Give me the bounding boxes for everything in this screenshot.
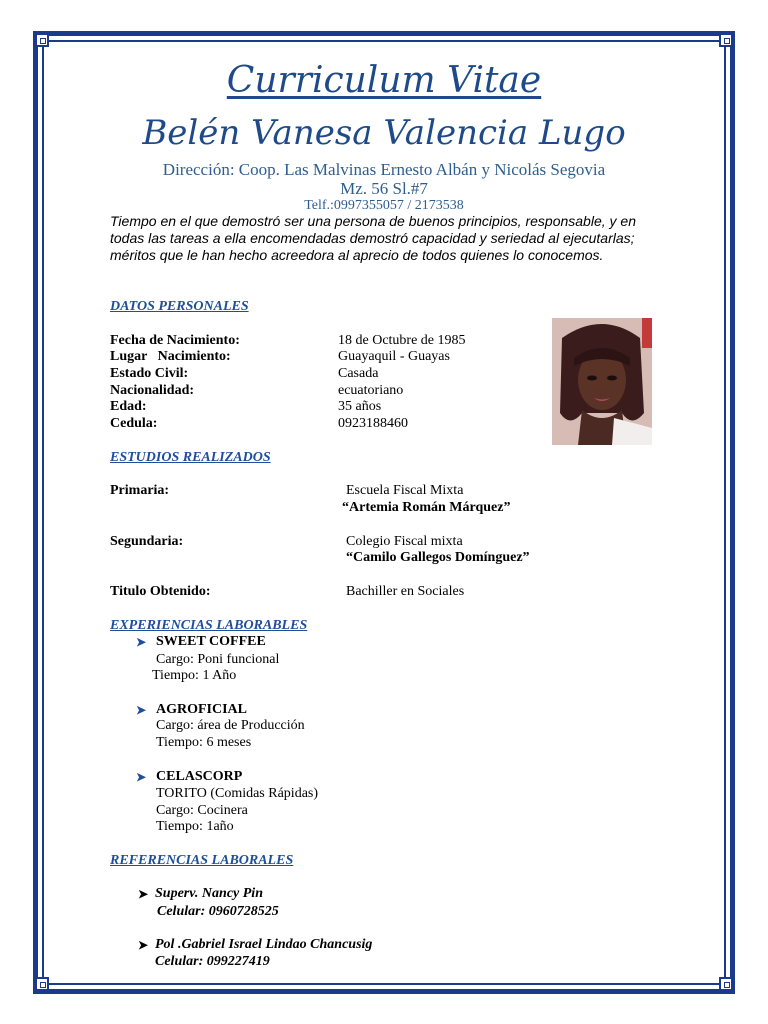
border-corner-bottom-left [35,977,49,991]
reference-phone: Celular: 099227419 [155,954,270,969]
job-detail: Cargo: área de Producción [156,718,305,733]
personal-value-civil-status: Casada [338,366,379,381]
studies-primary-name: “Artemia Román Márquez” [342,500,511,515]
job-company: SWEET COFFEE [156,634,266,649]
personal-label-civil-status: Estado Civil: [110,366,189,381]
arrowhead-bullet-icon: ➤ [136,635,147,649]
studies-title-value: Bachiller en Sociales [346,584,465,599]
section-heading-personal: DATOS PERSONALES [110,299,249,314]
section-heading-experience: EXPERIENCIAS LABORABLES [110,618,308,633]
job-company: CELASCORP [156,769,243,784]
arrowhead-bullet-icon: ➤ [136,703,147,717]
personal-label-id: Cedula: [110,416,158,431]
reference-name: Pol .Gabriel Israel Lindao Chancusig [155,937,373,952]
personal-value-birthdate: 18 de Octubre de 1985 [338,333,466,348]
job-detail: Cargo: Poni funcional [156,652,280,667]
studies-secondary-name: “Camilo Gallegos Domínguez” [346,550,530,565]
personal-label-birthplace: Lugar Nacimiento: [110,349,231,364]
job-company: AGROFICIAL [156,702,248,717]
address-line-2: Mz. 56 Sl.#7 [340,179,428,198]
job-detail: Cargo: Cocinera [156,803,248,818]
arrowhead-bullet-icon: ➤ [136,770,147,784]
border-corner-top-left [35,33,49,47]
personal-label-nationality: Nacionalidad: [110,383,195,398]
phone-line: Telf.:0997355057 / 2173538 [304,198,464,213]
personal-value-birthplace: Guayaquil - Guayas [338,349,450,364]
reference-phone: Celular: 0960728525 [157,904,279,919]
personal-value-nationality: ecuatoriano [338,383,404,398]
profile-photo [552,318,652,445]
studies-label-title: Titulo Obtenido: [110,584,211,599]
reference-name: Superv. Nancy Pin [155,886,263,901]
studies-label-secondary: Segundaria: [110,534,184,549]
arrowhead-bullet-icon: ➤ [138,938,149,952]
border-corner-bottom-right [719,977,733,991]
studies-primary-school: Escuela Fiscal Mixta [346,483,464,498]
job-detail: Tiempo: 1año [156,819,234,834]
personal-value-age: 35 años [338,399,382,414]
personal-label-age: Edad: [110,399,147,414]
job-detail: Tiempo: 1 Año [152,668,237,683]
document-title: Curriculum Vitae [226,60,542,101]
candidate-name: Belén Vanesa Valencia Lugo [142,113,626,153]
border-corner-top-right [719,33,733,47]
personal-label-birthdate: Fecha de Nacimiento: [110,333,240,348]
personal-value-id: 0923188460 [338,416,408,431]
address-line-1: Dirección: Coop. Las Malvinas Ernesto Albán y Nicolás Segovia [162,160,606,179]
intro-paragraph: Tiempo en el que demostró ser una persona de buenos principios, responsable, y en todas las tareas a ella encomendadas demostró capacidad y seriedad al ejecutarlas; méritos que le han hecho acreedora al aprecio de todos quienes lo conocemos. [110,213,636,263]
studies-label-primary: Primaria: [110,483,170,498]
job-detail: TORITO (Comidas Rápidas) [156,786,319,801]
studies-secondary-school: Colegio Fiscal mixta [346,534,463,549]
section-heading-studies: ESTUDIOS REALIZADOS [110,450,271,465]
profile-photo-portrait [552,318,652,445]
job-detail: Tiempo: 6 meses [156,735,252,750]
arrowhead-bullet-icon: ➤ [138,887,149,901]
section-heading-references: REFERENCIAS LABORALES [110,853,294,868]
